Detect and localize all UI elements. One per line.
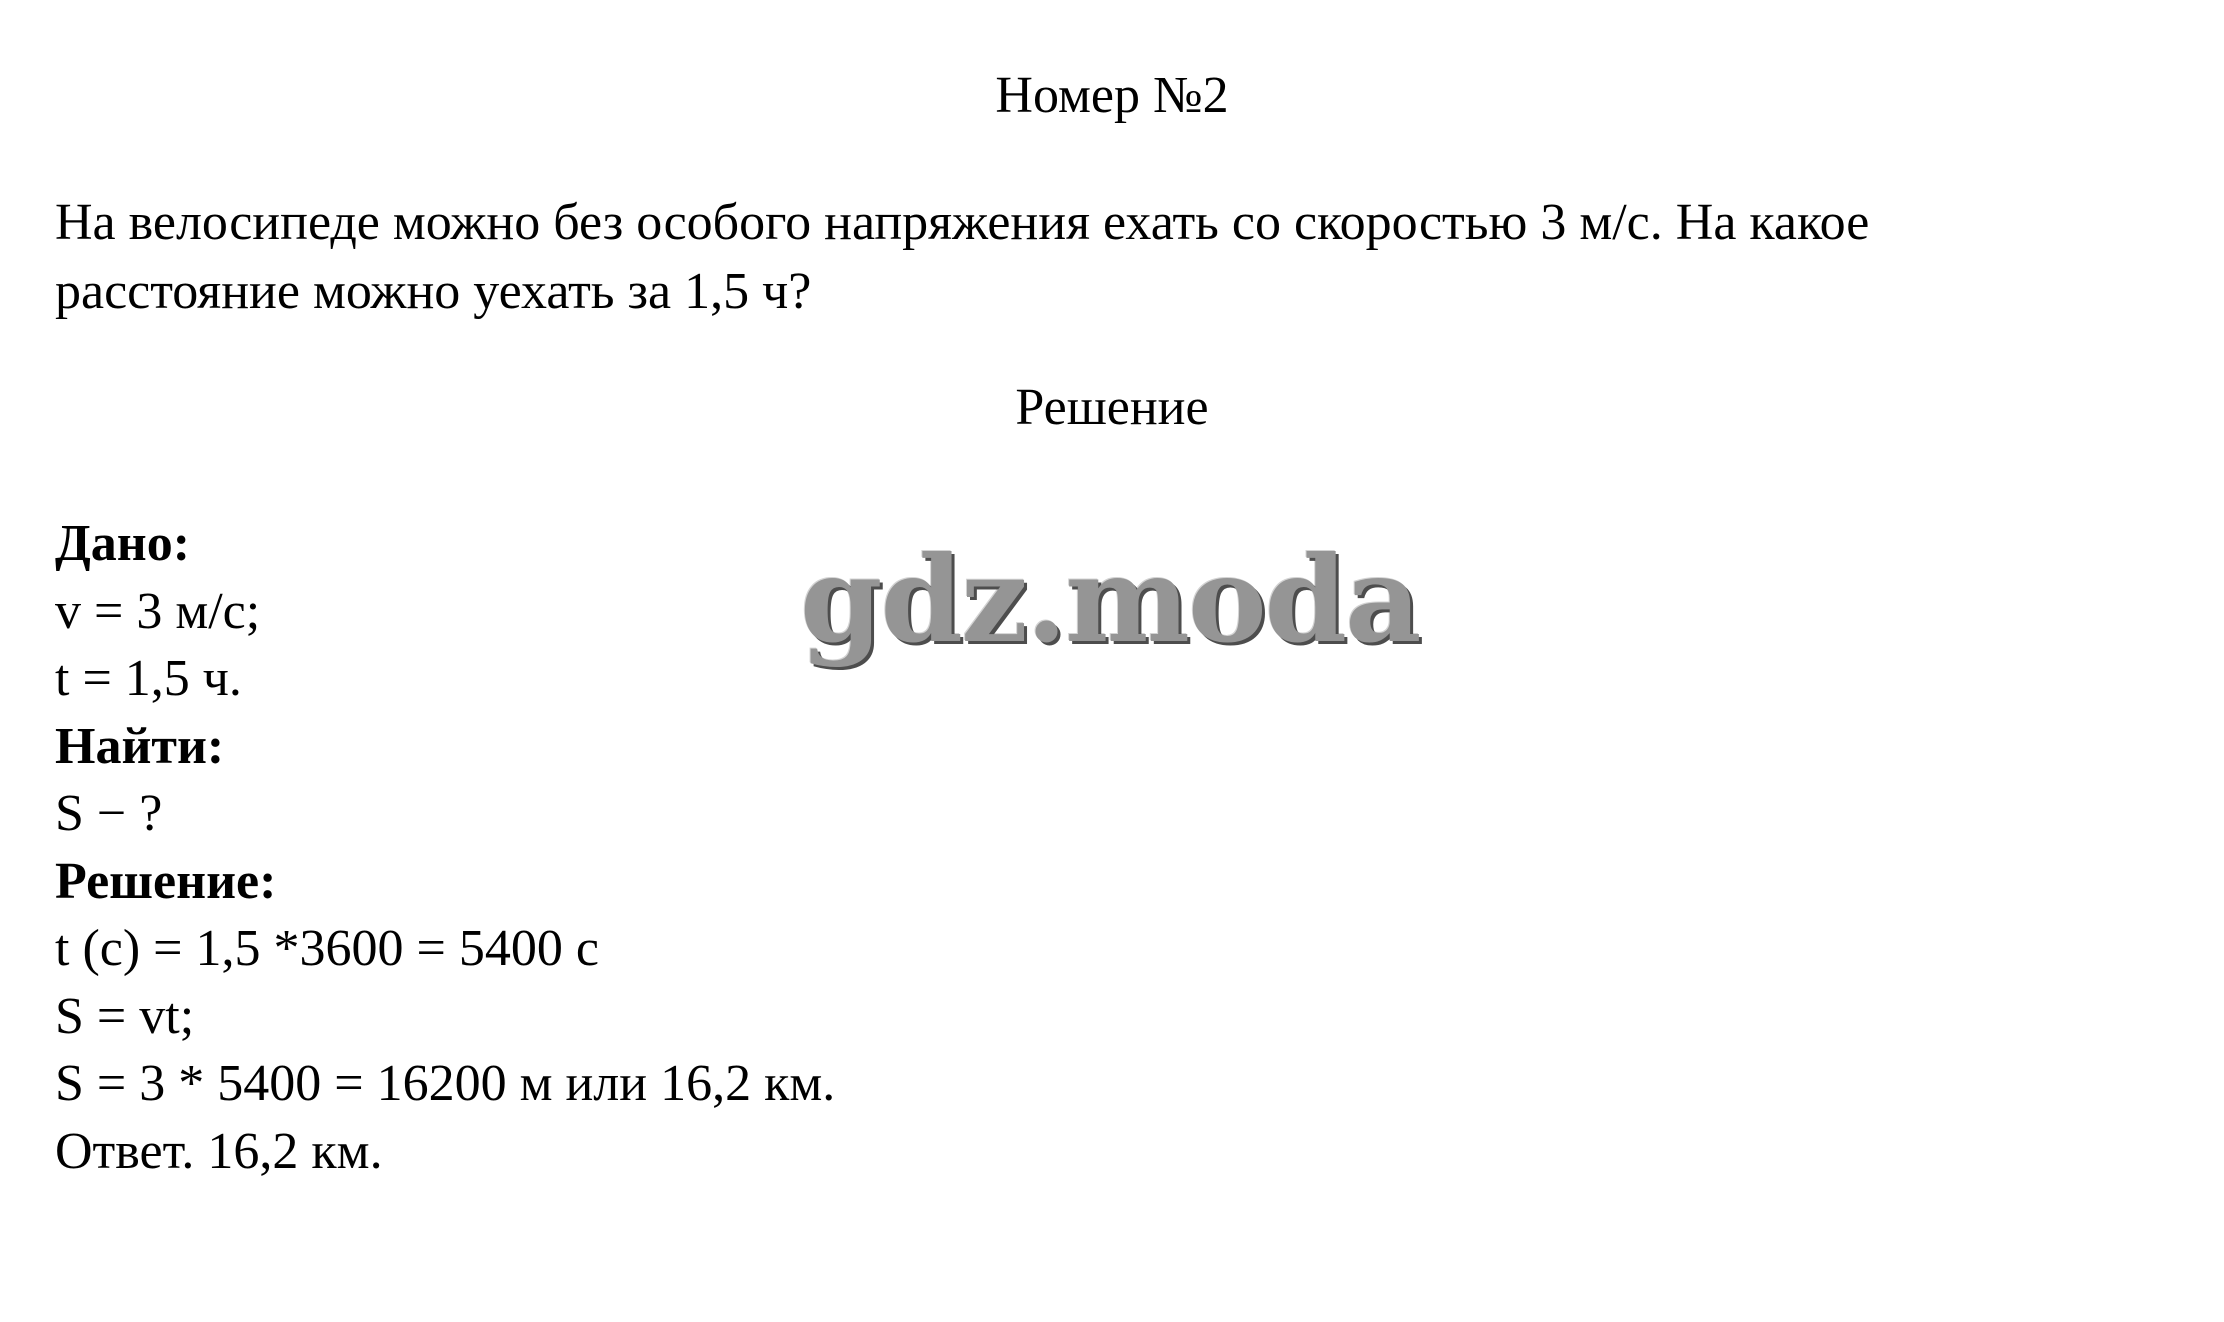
solution-step: S = vt;	[55, 987, 195, 1045]
problem-line-1: На велосипеде можно без особого напряжения ехать со скоростью 3 м/с. На какое	[55, 194, 1870, 251]
given-item: t = 1,5 ч.	[55, 650, 242, 707]
find-item: S − ?	[55, 785, 163, 842]
given-label: Дано:	[55, 515, 191, 572]
problem-number-title: Номер №2	[995, 67, 1229, 124]
given-item: v = 3 м/с;	[55, 582, 261, 640]
problem-statement	[55, 188, 2165, 326]
solution-step: t (c) = 1,5 *3600 = 5400 с	[55, 920, 599, 977]
solution-heading: Решение	[1015, 379, 1209, 436]
answer-line: Ответ. 16,2 км.	[55, 1122, 383, 1180]
watermark: gdz.moda	[800, 530, 1420, 669]
problem-line-2: расстояние можно уехать за 1,5 ч?	[55, 263, 812, 320]
solution-label: Решение:	[55, 852, 277, 910]
find-label: Найти:	[55, 717, 225, 775]
solution-step: S = 3 * 5400 = 16200 м или 16,2 км.	[55, 1055, 836, 1112]
